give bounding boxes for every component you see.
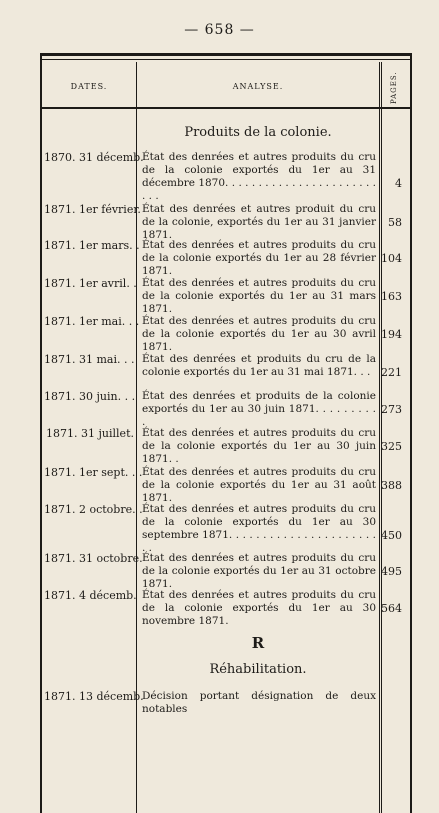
entry-description: État des denrées et autres produits du cru de la colonie exportés du 1er au 31 mars 1871. [142, 277, 376, 315]
table-row [0, 503, 439, 554]
entry-page: 564 [381, 602, 402, 615]
entry-page: 273 [381, 403, 402, 416]
entry-page: 450 [381, 529, 402, 542]
table-row [0, 390, 439, 430]
section-title-produits: Produits de la colonie. [184, 125, 332, 140]
entry-page: 58 [388, 216, 402, 229]
entry-date: 1871. 31 mai. . . [44, 353, 135, 366]
entry-description: État des denrées et autres produits du cru de la colonie exportés du 1er au 31 décembre 1870. . . . . . . . . . . . . . . . . . . . . . . . . . [142, 151, 376, 202]
entry-date: 1871. 1er avril. . [44, 277, 137, 290]
entry-page: 4 [395, 177, 402, 190]
table-row [0, 427, 439, 467]
table-row [0, 203, 439, 243]
entry-page: 221 [381, 366, 402, 379]
table-row [0, 690, 439, 730]
table-row [0, 552, 439, 592]
table-row [0, 239, 439, 279]
section-letter: R [251, 634, 265, 652]
entry-date: 1871. 31 octobre. [44, 552, 143, 565]
entry-date: 1871. 1er mai. . . [44, 315, 140, 328]
entry-description: État des denrées et autres produits du cru de la colonie exportés du 1er au 28 février 1871. [142, 239, 376, 277]
entry-date: 1871. 13 décemb. [44, 690, 144, 703]
entry-description: État des denrées et autres produits du cru de la colonie exportés du 1er au 30 septembre 1871. . . . . . . . . . . . . . . . . . . . . . . . [142, 503, 376, 554]
table-row [0, 466, 439, 506]
entry-date: 1871. 4 décemb. [44, 589, 137, 602]
table-row [0, 315, 439, 355]
section-title-rehabilitation: Réhabilitation. [209, 662, 307, 677]
entry-date: 1871. 30 juin. . . [44, 390, 136, 403]
entry-page: 104 [381, 252, 402, 265]
entry-description: État des denrées et autres produits du cru de la colonie exportés du 1er au 31 octobre 1871. [142, 552, 376, 590]
entry-date: 1871. 1er mars. . [44, 239, 140, 252]
entry-page: 325 [381, 440, 402, 453]
entry-description: État des denrées et produits du cru de la colonie exportés du 1er au 31 mai 1871. . . [142, 353, 376, 378]
entry-date: 1871. 2 octobre. . [44, 503, 143, 516]
table-row [0, 151, 439, 202]
header-dates: DATES. [70, 82, 108, 91]
entry-date: 1871. 31 juillet. [46, 427, 134, 440]
table-row [0, 277, 439, 317]
entry-description: État des denrées et autres produit du cru de la colonie, exportés du 1er au 31 janvier 1871. [142, 203, 376, 241]
entry-description: Décision portant désignation de deux notables [142, 690, 376, 715]
entry-description: État des denrées et produits de la colonie exportés du 1er au 30 juin 1871. . . . . . . . . . [142, 390, 376, 428]
entry-description: État des denrées et autres produits du cru de la colonie exportés du 1er au 30 avril 1871. [142, 315, 376, 353]
frame-double-rule [42, 59, 410, 60]
entry-page: 194 [381, 328, 402, 341]
table-row [0, 589, 439, 629]
entry-description: État des denrées et autres produits du cru de la colonie exportés du 1er au 30 juin 1871. . [142, 427, 376, 465]
page-number: — 658 — [184, 22, 255, 38]
header-pages: PAGES. [390, 71, 398, 105]
table-header [42, 62, 410, 109]
entry-page: 388 [381, 479, 402, 492]
header-analyse: ANALYSE. [232, 82, 284, 91]
entry-description: État des denrées et autres produits du cru de la colonie exportés du 1er au 30 novembre 1871. [142, 589, 376, 627]
entry-page: 163 [381, 290, 402, 303]
entry-date: 1870. 31 décemb. [44, 151, 144, 164]
entry-date: 1871. 1er février. [44, 203, 141, 216]
entry-page: 495 [381, 565, 402, 578]
entry-description: État des denrées et autres produits du cru de la colonie exportés du 1er au 31 août 1871. [142, 466, 376, 504]
entry-date: 1871. 1er sept. . . [44, 466, 143, 479]
table-row [0, 353, 439, 393]
